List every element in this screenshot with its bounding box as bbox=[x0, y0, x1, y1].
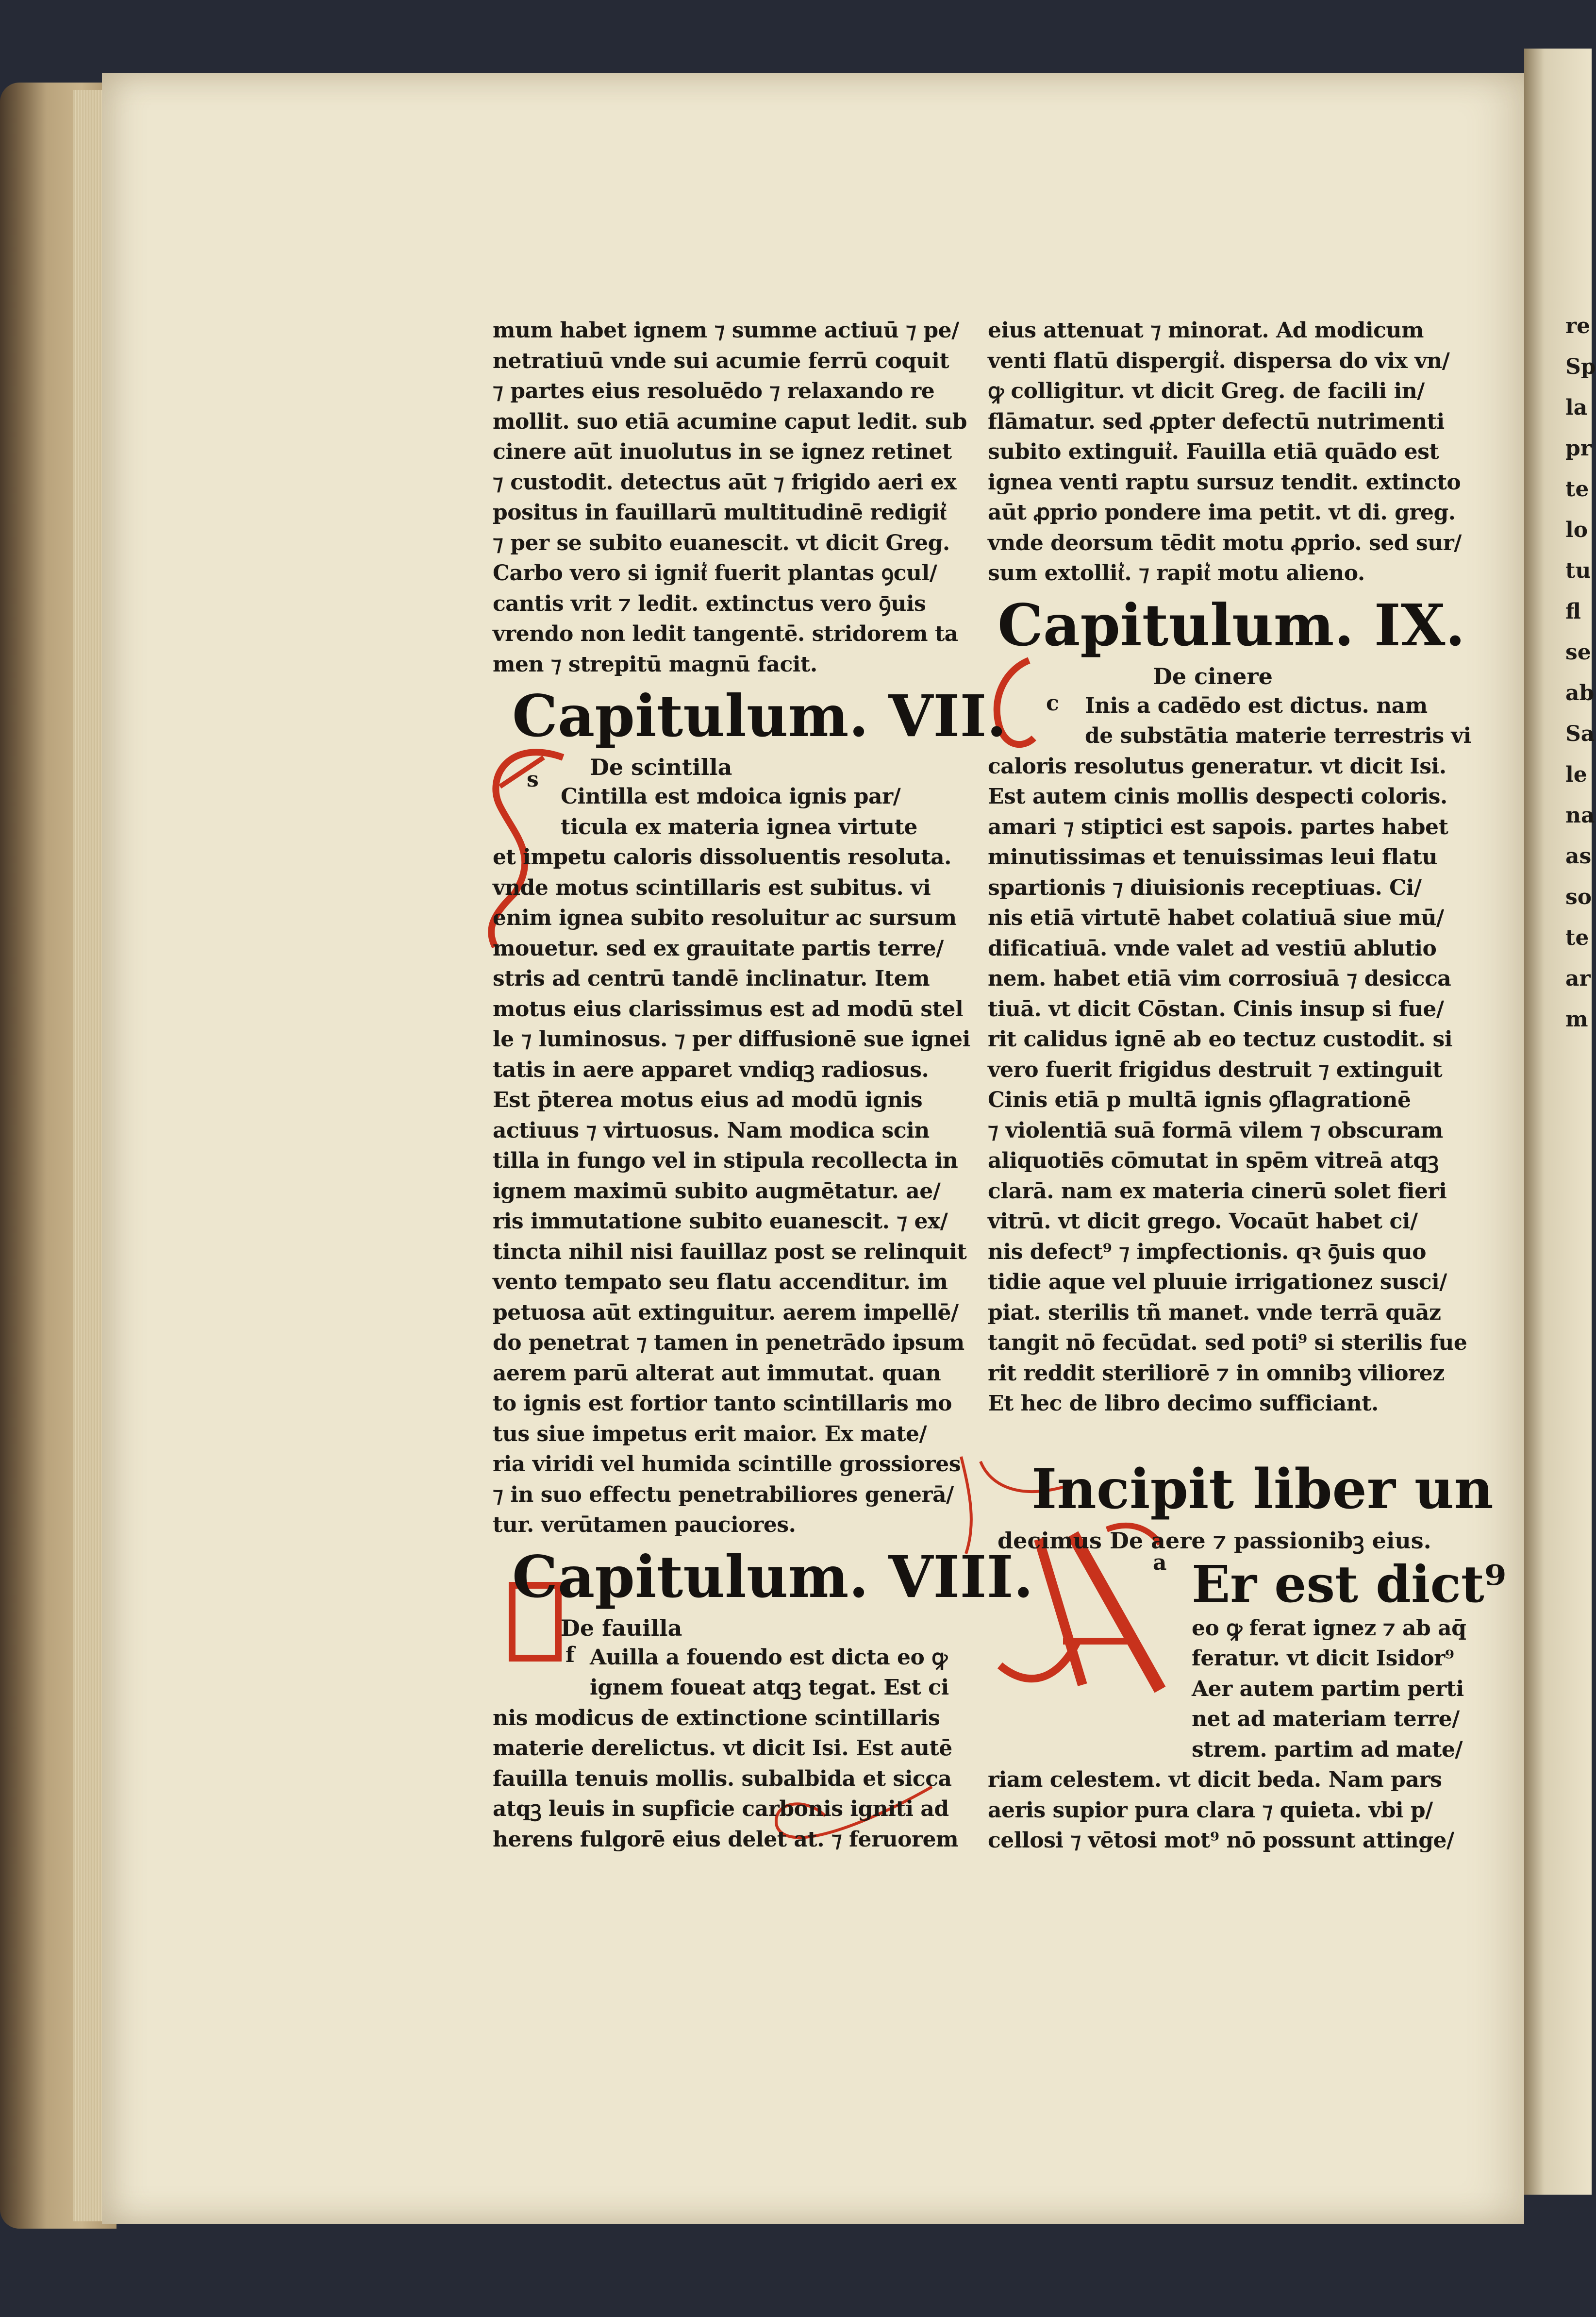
text-line: cinere aūt inuolutus in se ignez retinet bbox=[493, 439, 952, 464]
text-line: minutissimas et tenuissimas leui flatu bbox=[988, 845, 1437, 870]
text-line: Cintilla est mdoica ignis par/ bbox=[561, 784, 901, 809]
text-line: tus siue impetus erit maior. Ex mate/ bbox=[493, 1421, 927, 1446]
text-line: venti flatū dispergit͛. dispersa do vix vn/ bbox=[988, 348, 1450, 373]
text-line: cellosi ⁊ vētosi mot⁹ nō possunt attinge/ bbox=[988, 1828, 1454, 1853]
text-line: aerem parū alterat aut immutat. quan bbox=[493, 1360, 941, 1386]
text-line: Auilla a fouendo est dicta eo ꝙ bbox=[590, 1645, 948, 1670]
text-line: fauilla tenuis mollis. subalbida et sicca bbox=[493, 1766, 952, 1791]
text-line: atqꝫ leuis in supficie carbonis igniti ad bbox=[493, 1797, 949, 1821]
chapter-ix-body bbox=[988, 691, 1473, 1419]
text-line: positus in fauillarū multitudinē redigit͛ bbox=[493, 500, 947, 525]
chapter-subhead-vii: De scintilla bbox=[590, 754, 732, 780]
text-line: ⁊ partes eius resoluēdo ⁊ relaxando re bbox=[493, 379, 935, 403]
text-line: subito extinguit͛. Fauilla etiā quādo est bbox=[988, 439, 1439, 464]
chapter-heading-vii: Capitulum. VII. bbox=[512, 682, 1007, 750]
text-line: feratur. vt dicit Isidor⁹ bbox=[1192, 1646, 1454, 1671]
text-line: vitrū. vt dicit grego. Vocaūt habet ci/ bbox=[988, 1209, 1418, 1234]
chapter-heading-viii: Capitulum. VIII. bbox=[512, 1543, 1033, 1611]
guide-letter-c: c bbox=[1046, 690, 1059, 716]
text-line: ticula ex materia ignea virtute bbox=[561, 814, 917, 839]
text-line: piat. sterilis tñ manet. vnde terrā quāz bbox=[988, 1300, 1441, 1325]
text-line: ⁊ violentiā suā formā vilem ⁊ obscuram bbox=[988, 1118, 1443, 1143]
text-line: men ⁊ strepitū magnū facit. bbox=[493, 652, 817, 677]
text-line: clarā. nam ex materia cinerū solet fieri bbox=[988, 1178, 1447, 1204]
text-line: ignea venti raptu sursuz tendit. extincto bbox=[988, 470, 1461, 495]
text-line: amari ⁊ stiptici est sapois. partes habet bbox=[988, 814, 1448, 839]
right-column bbox=[988, 316, 1507, 1856]
text-line: vnde motus scintillaris est subitus. vi bbox=[493, 875, 931, 900]
text-line: mollit. suo etiā acumine caput ledit. sub bbox=[493, 409, 967, 434]
left-column bbox=[493, 316, 1033, 1855]
text-line: sum extollit͛. ⁊ rapit͛ motu alieno. bbox=[988, 561, 1365, 586]
text-line: nis etiā virtutē habet colatiuā siue mū/ bbox=[988, 906, 1444, 930]
next-page-text: re Sp la pr te lo tu fl se ab Sa le na as so te ar m bbox=[1565, 314, 1596, 1032]
text-line: Carbo vero si ignit͛ fuerit plantas ꝯcul/ bbox=[493, 561, 937, 586]
text-line: tangit nō fecūdat. sed poti⁹ si sterilis fue bbox=[988, 1330, 1467, 1355]
text-line: tidie aque vel pluuie irrigationez susci/ bbox=[988, 1270, 1447, 1294]
text-line: vero fuerit frigidus destruit ⁊ extinguit bbox=[988, 1057, 1443, 1082]
book-xi-title-line: Er est dict⁹ bbox=[1192, 1554, 1507, 1614]
text-line: de substātia materie terrestris vi bbox=[1085, 723, 1471, 748]
text-line: ris immutatione subito euanescit. ⁊ ex/ bbox=[493, 1209, 948, 1234]
text-line: tur. verūtamen pauciores. bbox=[493, 1512, 796, 1537]
text-line: spartionis ⁊ diuisionis receptiuas. Ci/ bbox=[988, 875, 1422, 900]
chapter-subhead-viii: De fauilla bbox=[561, 1614, 682, 1641]
text-line: materie derelictus. vt dicit Isi. Est autē bbox=[493, 1736, 952, 1761]
text-line: rit reddit steriliorē ⁊ in omnibꝫ viliorez bbox=[988, 1360, 1445, 1386]
text-line: Cinis etiā p multā ignis ꝯflagrationē bbox=[988, 1088, 1411, 1112]
text-line: net ad materiam terre/ bbox=[1192, 1707, 1460, 1731]
text-line: mouetur. sed ex grauitate partis terre/ bbox=[493, 936, 944, 961]
text-line: tiuā. vt dicit Cōstan. Cinis insup si fue/ bbox=[988, 996, 1444, 1022]
guide-letter-f: f bbox=[565, 1642, 575, 1667]
text-line: rit calidus ignē ab eo tectuz custodit. si bbox=[988, 1027, 1453, 1052]
chapter-subhead-ix: De cinere bbox=[1153, 663, 1273, 689]
text-line: nis modicus de extinctione scintillaris bbox=[493, 1705, 940, 1730]
text-line: ꝙ colligitur. vt dicit Greg. de facili in/ bbox=[988, 379, 1425, 403]
chapter-viii-body bbox=[493, 1643, 971, 1855]
text-line: actiuus ⁊ virtuosus. Nam modica scin bbox=[493, 1118, 930, 1143]
left-text-top bbox=[493, 316, 971, 680]
text-line: aūt ꝓprio pondere ima petit. vt di. greg. bbox=[988, 500, 1456, 525]
book-xi-subhead: decimus De aere ⁊ passionibꝫ eius. bbox=[998, 1527, 1431, 1554]
guide-letter-a: a bbox=[1153, 1550, 1167, 1575]
text-line: nem. habet etiā vim corrosiuā ⁊ desicca bbox=[988, 966, 1451, 991]
right-text-top bbox=[988, 316, 1473, 589]
text-line: ⁊ in suo effectu penetrabiliores generā/ bbox=[493, 1482, 954, 1507]
text-line: tatis in aere apparet vndiqꝫ radiosus. bbox=[493, 1057, 929, 1082]
text-line: le ⁊ luminosus. ⁊ per diffusionē sue ignei bbox=[493, 1027, 970, 1052]
text-line: nis defect⁹ ⁊ imꝑfectionis. qꝛ ꝯ̄uis quo bbox=[988, 1239, 1426, 1264]
text-line: ria viridi vel humida scintille grossiores bbox=[493, 1452, 961, 1477]
text-line: Aer autem partim perti bbox=[1192, 1676, 1464, 1701]
text-line: Est autem cinis mollis despecti coloris. bbox=[988, 784, 1447, 809]
text-line: mum habet ignem ⁊ summe actiuū ⁊ pe/ bbox=[493, 318, 959, 343]
text-line: tincta nihil nisi fauillaz post se relinquit bbox=[493, 1239, 967, 1264]
text-line: ⁊ per se subito euanescit. vt dicit Greg. bbox=[493, 530, 950, 555]
guide-letter-s: s bbox=[527, 767, 539, 792]
text-line: tilla in fungo vel in stipula recollecta in bbox=[493, 1148, 958, 1173]
text-line: riam celestem. vt dicit beda. Nam pars bbox=[988, 1767, 1442, 1792]
text-line: petuosa aūt extinguitur. aerem impellē/ bbox=[493, 1300, 959, 1325]
text-line: to ignis est fortior tanto scintillaris mo bbox=[493, 1391, 952, 1416]
text-line: eo ꝙ ferat ignez ⁊ ab aq̄ bbox=[1192, 1615, 1466, 1641]
text-line: Est p̄terea motus eius ad modū ignis bbox=[493, 1088, 923, 1112]
text-line: motus eius clarissimus est ad modū stel bbox=[493, 996, 964, 1022]
text-line: ⁊ custodit. detectus aūt ⁊ frigido aeri ex bbox=[493, 470, 957, 495]
text-line: cantis vrit ⁊ ledit. extinctus vero ꝯ̄uis bbox=[493, 591, 926, 616]
text-line: Inis a cadēdo est dictus. nam bbox=[1085, 693, 1428, 718]
text-line: enim ignea subito resoluitur ac sursum bbox=[493, 906, 957, 930]
text-line: aliquotiēs cōmutat in spēm vitreā atqꝫ bbox=[988, 1148, 1439, 1173]
text-line: flāmatur. sed ꝓpter defectū nutrimenti bbox=[988, 409, 1445, 434]
text-line: do penetrat ⁊ tamen in penetrādo ipsum bbox=[493, 1330, 964, 1355]
text-line: strem. partim ad mate/ bbox=[1192, 1737, 1463, 1762]
chapter-heading-ix: Capitulum. IX. bbox=[998, 591, 1465, 659]
text-line: et impetu caloris dissoluentis resoluta. bbox=[493, 845, 951, 870]
text-line: ignem maximū subito augmētatur. ae/ bbox=[493, 1178, 941, 1204]
text-line: vrendo non ledit tangentē. stridorem ta bbox=[493, 621, 958, 646]
book-xi-heading: Incipit liber un bbox=[1031, 1457, 1494, 1521]
text-line: netratiuū vnde sui acumie ferrū coquit bbox=[493, 348, 949, 373]
text-line: herens fulgorē eius delet at. ⁊ feruorem bbox=[493, 1827, 959, 1852]
text-line: dificatiuā. vnde valet ad vestiū ablutio bbox=[988, 936, 1437, 961]
text-line: eius attenuat ⁊ minorat. Ad modicum bbox=[988, 318, 1424, 343]
text-line: stris ad centrū tandē inclinatur. Item bbox=[493, 966, 930, 991]
text-line: vnde deorsum tēdit motu ꝓprio. sed sur/ bbox=[988, 530, 1462, 555]
text-line: Et hec de libro decimo sufficiant. bbox=[988, 1391, 1379, 1416]
text-line: vento tempato seu flatu accenditur. im bbox=[493, 1270, 948, 1294]
text-line: caloris resolutus generatur. vt dicit Isi. bbox=[988, 754, 1446, 779]
text-line: aeris supior pura clara ⁊ quieta. vbi p/ bbox=[988, 1797, 1433, 1823]
text-line: ignem foueat atqꝫ tegat. Est ci bbox=[590, 1675, 949, 1700]
